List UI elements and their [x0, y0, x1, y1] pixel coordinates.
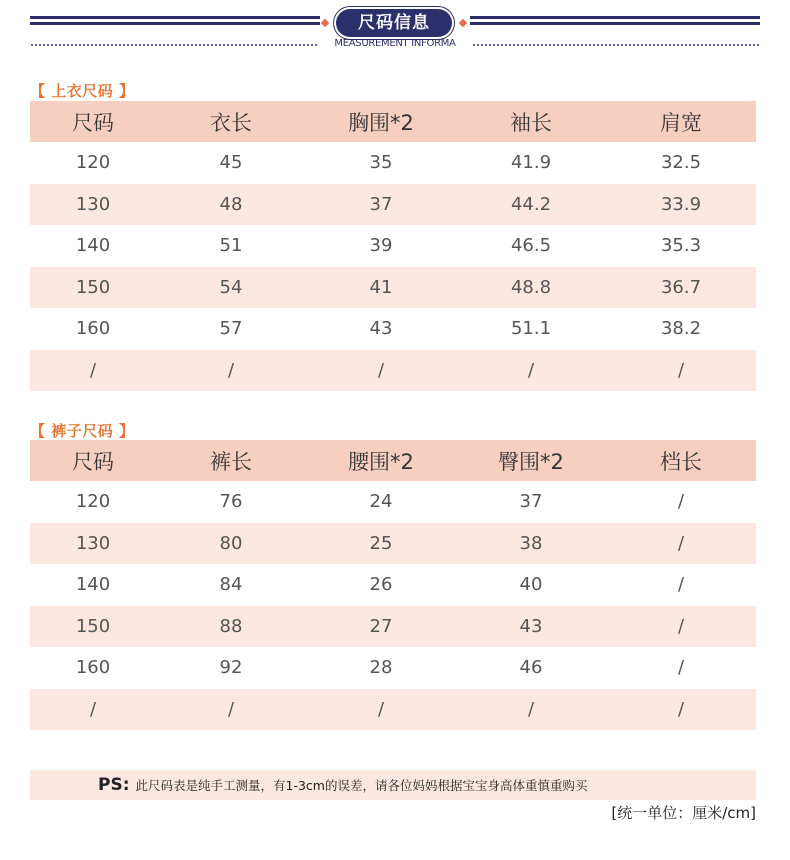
column-header: 腰围*2	[348, 449, 414, 474]
table-cell: 27	[369, 615, 393, 637]
table-cell: 35	[369, 152, 393, 174]
top-size-table	[30, 101, 756, 391]
header-stripe-right	[470, 16, 760, 26]
table-row	[30, 647, 756, 689]
column-header: 胸围*2	[348, 110, 414, 135]
table-cell: 41	[369, 276, 393, 298]
column-header: 袖长	[510, 110, 552, 135]
table-row	[30, 350, 756, 392]
table-cell: 48	[219, 193, 243, 215]
header-title-badge	[336, 9, 452, 37]
table-cell: 51	[219, 235, 243, 257]
measurement-note	[30, 770, 756, 800]
column-header: 裤长	[210, 449, 252, 474]
table-cell: 130	[75, 532, 111, 554]
note-text: 此尺码表是纯手工测量，有1-3cm的误差，请各位妈妈根据宝宝身高体重慎重购买	[135, 778, 588, 793]
table-cell: /	[677, 491, 685, 513]
header-dots-right	[472, 44, 760, 46]
table-cell: 57	[219, 318, 243, 340]
table-cell: 28	[369, 657, 393, 679]
table-cell: 45	[219, 152, 243, 174]
table-cell: 92	[219, 657, 243, 679]
table-row	[30, 523, 756, 565]
table-cell: 150	[75, 615, 111, 637]
table-row	[30, 308, 756, 350]
table-cell: 48.8	[510, 276, 552, 298]
table-cell: 130	[75, 193, 111, 215]
table-row	[30, 564, 756, 606]
pants-size-label: 【 裤子尺码 】	[30, 422, 135, 440]
table-row	[30, 142, 756, 184]
column-header: 肩宽	[660, 110, 702, 135]
table-cell: 33.9	[660, 193, 702, 215]
table-cell: 38	[519, 532, 543, 554]
header-dots-left	[30, 44, 318, 46]
table-cell: /	[677, 657, 685, 679]
column-header: 档长	[660, 449, 702, 474]
table-cell: 120	[75, 152, 111, 174]
table-cell: /	[677, 574, 685, 596]
header-stripe-left	[30, 16, 320, 26]
table-cell: 160	[75, 318, 111, 340]
note-prefix: PS:	[98, 775, 130, 795]
pants-size-table	[30, 440, 756, 730]
table-cell: 80	[219, 532, 243, 554]
table-row	[30, 481, 756, 523]
table-row	[30, 606, 756, 648]
table-cell: 140	[75, 574, 111, 596]
table-cell: 76	[219, 491, 243, 513]
diamond-icon	[459, 19, 467, 27]
table-cell: 44.2	[510, 193, 552, 215]
table-header-row	[30, 101, 756, 142]
table-cell: /	[377, 698, 385, 720]
page-header	[0, 0, 790, 60]
column-header: 臀围*2	[498, 449, 564, 474]
diamond-icon	[321, 19, 329, 27]
table-cell: 38.2	[660, 318, 702, 340]
table-cell: /	[677, 532, 685, 554]
table-cell: /	[227, 698, 235, 720]
column-header: 衣长	[210, 110, 252, 135]
table-row	[30, 225, 756, 267]
table-cell: 46	[519, 657, 543, 679]
table-cell: 120	[75, 491, 111, 513]
table-cell: /	[377, 359, 385, 381]
table-cell: 46.5	[510, 235, 552, 257]
table-cell: 40	[519, 574, 543, 596]
page-subtitle: MEASUREMENT INFORMA	[334, 38, 456, 49]
table-cell: 150	[75, 276, 111, 298]
table-row	[30, 689, 756, 731]
table-cell: /	[89, 359, 97, 381]
table-cell: 24	[369, 491, 393, 513]
table-cell: /	[677, 698, 685, 720]
table-cell: /	[227, 359, 235, 381]
table-cell: 37	[519, 491, 543, 513]
table-cell: /	[677, 615, 685, 637]
table-cell: 36.7	[660, 276, 702, 298]
table-cell: 26	[369, 574, 393, 596]
table-cell: /	[527, 698, 535, 720]
table-cell: 41.9	[510, 152, 552, 174]
table-cell: /	[527, 359, 535, 381]
table-row	[30, 267, 756, 309]
table-cell: 88	[219, 615, 243, 637]
column-header: 尺码	[72, 449, 114, 474]
table-cell: 39	[369, 235, 393, 257]
top-size-label: 【 上衣尺码 】	[30, 82, 135, 100]
table-cell: 43	[519, 615, 543, 637]
table-row	[30, 184, 756, 226]
table-cell: 160	[75, 657, 111, 679]
table-cell: 84	[219, 574, 243, 596]
table-cell: 43	[369, 318, 393, 340]
table-cell: 54	[219, 276, 243, 298]
table-cell: 35.3	[660, 235, 702, 257]
table-cell: 140	[75, 235, 111, 257]
table-cell: 25	[369, 532, 393, 554]
table-cell: /	[677, 359, 685, 381]
table-cell: 51.1	[510, 318, 552, 340]
table-cell: 37	[369, 193, 393, 215]
unit-label: [统一单位：厘米/cm]	[611, 804, 756, 822]
table-cell: 32.5	[660, 152, 702, 174]
table-cell: /	[89, 698, 97, 720]
page-title: 尺码信息	[358, 13, 430, 33]
table-header-row	[30, 440, 756, 481]
column-header: 尺码	[72, 110, 114, 135]
